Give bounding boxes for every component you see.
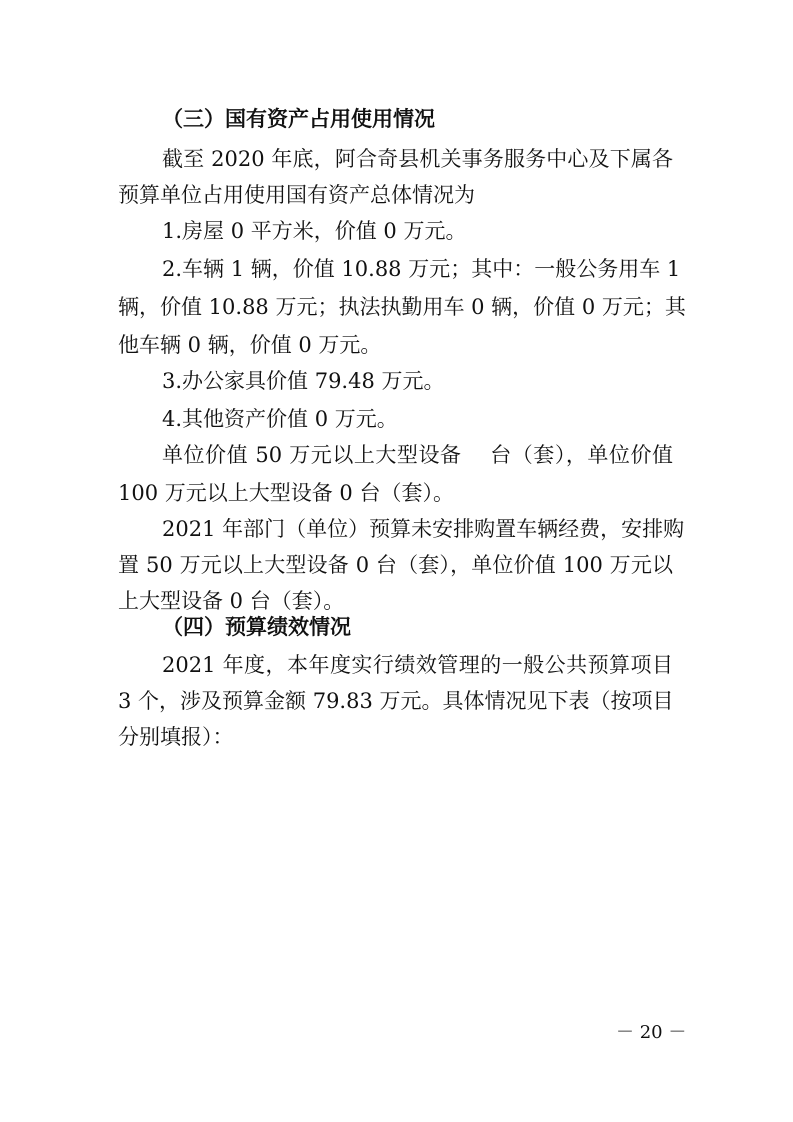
list-item-furniture: 3.办公家具价值 79.48 万元。	[162, 369, 445, 393]
paragraph-line: 单位价值 50 万元以上大型设备 台（套），单位价值	[162, 443, 673, 467]
list-item-vehicles: 2.车辆 1 辆，价值 10.88 万元；其中：一般公务用车 1	[162, 257, 681, 281]
paragraph-line: 上大型设备 0 台（套）。	[118, 589, 345, 613]
section-heading-performance: （四）预算绩效情况	[162, 615, 351, 639]
paragraph-line: 100 万元以上大型设备 0 台（套）。	[118, 481, 454, 505]
paragraph-line: 他车辆 0 辆，价值 0 万元。	[118, 333, 382, 357]
page-number: － 20 －	[616, 1022, 687, 1043]
paragraph-line: 截至 2020 年底，阿合奇县机关事务服务中心及下属各	[162, 147, 673, 171]
paragraph-line: 置 50 万元以上大型设备 0 台（套），单位价值 100 万元以	[118, 553, 673, 577]
paragraph-line: 分别填报）：	[118, 725, 234, 749]
paragraph-line: 3 个，涉及预算金额 79.83 万元。具体情况见下表（按项目	[118, 689, 674, 713]
paragraph-line: 2021 年度，本年度实行绩效管理的一般公共预算项目	[162, 653, 673, 677]
list-item-other-assets: 4.其他资产价值 0 万元。	[162, 407, 398, 431]
paragraph-line: 2021 年部门（单位）预算未安排购置车辆经费，安排购	[162, 517, 685, 541]
paragraph-line: 预算单位占用使用国有资产总体情况为	[118, 183, 475, 207]
list-item-buildings: 1.房屋 0 平方米，价值 0 万元。	[162, 219, 467, 243]
paragraph-line: 辆，价值 10.88 万元；执法执勤用车 0 辆，价值 0 万元；其	[118, 295, 686, 319]
section-heading-state-assets: （三）国有资产占用使用情况	[162, 107, 435, 131]
